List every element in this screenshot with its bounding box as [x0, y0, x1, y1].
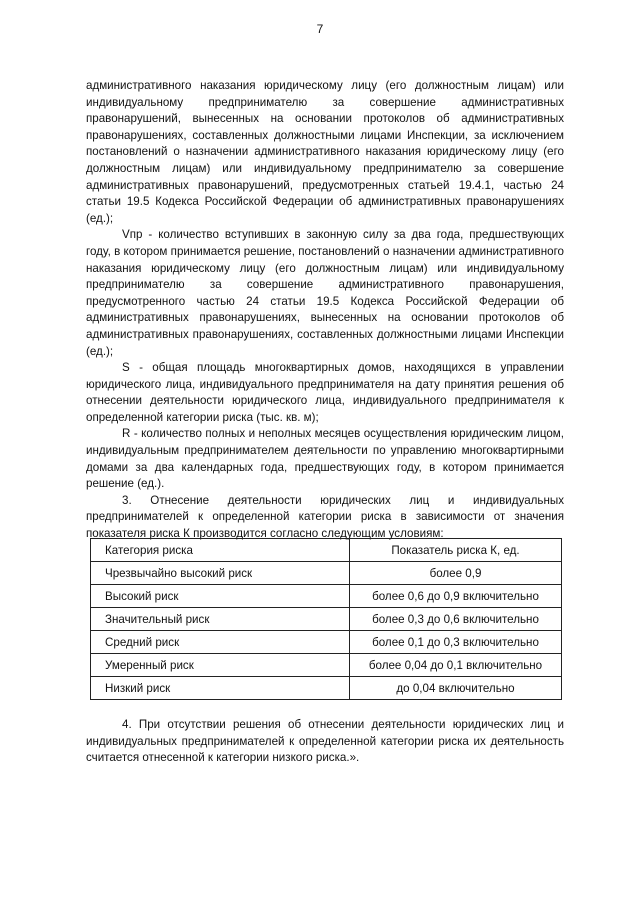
- table-row: [91, 608, 562, 631]
- risk-category-table: [90, 538, 562, 700]
- document-body: [86, 78, 564, 543]
- table-row: [91, 631, 562, 654]
- column-header-category: Категория риска: [91, 539, 350, 562]
- risk-category-cell: Умеренный риск: [91, 654, 350, 677]
- page-number: 7: [316, 22, 324, 36]
- column-header-indicator: Показатель риска К, ед.: [350, 539, 562, 562]
- risk-indicator-cell: более 0,6 до 0,9 включительно: [350, 585, 562, 608]
- risk-indicator-cell: более 0,04 до 0,1 включительно: [350, 654, 562, 677]
- paragraph-r-definition: R - количество полных и неполных месяцев осуществления юридическим лицом, индивидуальным предпринимателем деятельности по управлению многоквартирными домами за два календарных года, предшествующих году, в котором принимается решение (ед.).: [86, 427, 564, 491]
- risk-category-cell: Чрезвычайно высокий риск: [91, 562, 350, 585]
- paragraph-item-4: 4. При отсутствии решения об отнесении деятельности юридических лиц и индивидуальных предпринимателей к определенной категории риска их деятельность считается отнесенной к категории низкого риска.».: [86, 718, 564, 765]
- paragraph-continuation: административного наказания юридическому лицу (его должностным лицам) или индивидуальному предпринимателю за совершение административных правонарушений, вынесенных на основании протоколов об административных правонарушениях, составленных должностными лицами Инспекции, за исключением постановлений о назначении административного наказания юридическому лицу (его должностным лицам) или индивидуальному предпринимателю за совершение административных правонарушений, предусмотренных статьей 19.4.1, частью 24 статьи 19.5 Кодекса Российской Федерации об административных правонарушениях (ед.);: [86, 79, 564, 225]
- paragraph-item-3: 3. Отнесение деятельности юридических лиц и индивидуальных предпринимателей к определенной категории риска в зависимости от значения показателя риска К производится согласно следующим условиям:: [86, 493, 564, 541]
- risk-indicator-cell: до 0,04 включительно: [350, 677, 562, 700]
- table-row: [91, 654, 562, 677]
- risk-indicator-cell: более 0,9: [350, 562, 562, 585]
- table-row: [91, 585, 562, 608]
- risk-indicator-cell: более 0,3 до 0,6 включительно: [350, 608, 562, 631]
- table-header-row: [91, 539, 562, 562]
- table-row: [91, 562, 562, 585]
- paragraph-vpr-definition: Vпр - количество вступивших в законную силу за два года, предшествующих году, в котором принимается решение, постановлений о назначении административного наказания юридическому лицу (его должностным лицам) или индивидуальному предпринимателю за совершение административного правонарушения, предусмотренного частью 24 статьи 19.5 Кодекса Российской Федерации об административных правонарушениях, вынесенных на основании протоколов об административных правонарушениях, составленных должностными лицами Инспекции (ед.);: [86, 228, 564, 358]
- risk-category-cell: Значительный риск: [91, 608, 350, 631]
- closing-section: [86, 717, 564, 767]
- risk-category-cell: Средний риск: [91, 631, 350, 654]
- risk-category-cell: Низкий риск: [91, 677, 350, 700]
- paragraph-s-definition: S - общая площадь многоквартирных домов, находящихся в управлении юридического лица, индивидуального предпринимателя на дату принятия решения об отнесении деятельности юридического лица, индивидуального предпринимателя к определенной категории риска (тыс. кв. м);: [86, 361, 564, 424]
- risk-indicator-cell: более 0,1 до 0,3 включительно: [350, 631, 562, 654]
- risk-category-cell: Высокий риск: [91, 585, 350, 608]
- table-row: [91, 677, 562, 700]
